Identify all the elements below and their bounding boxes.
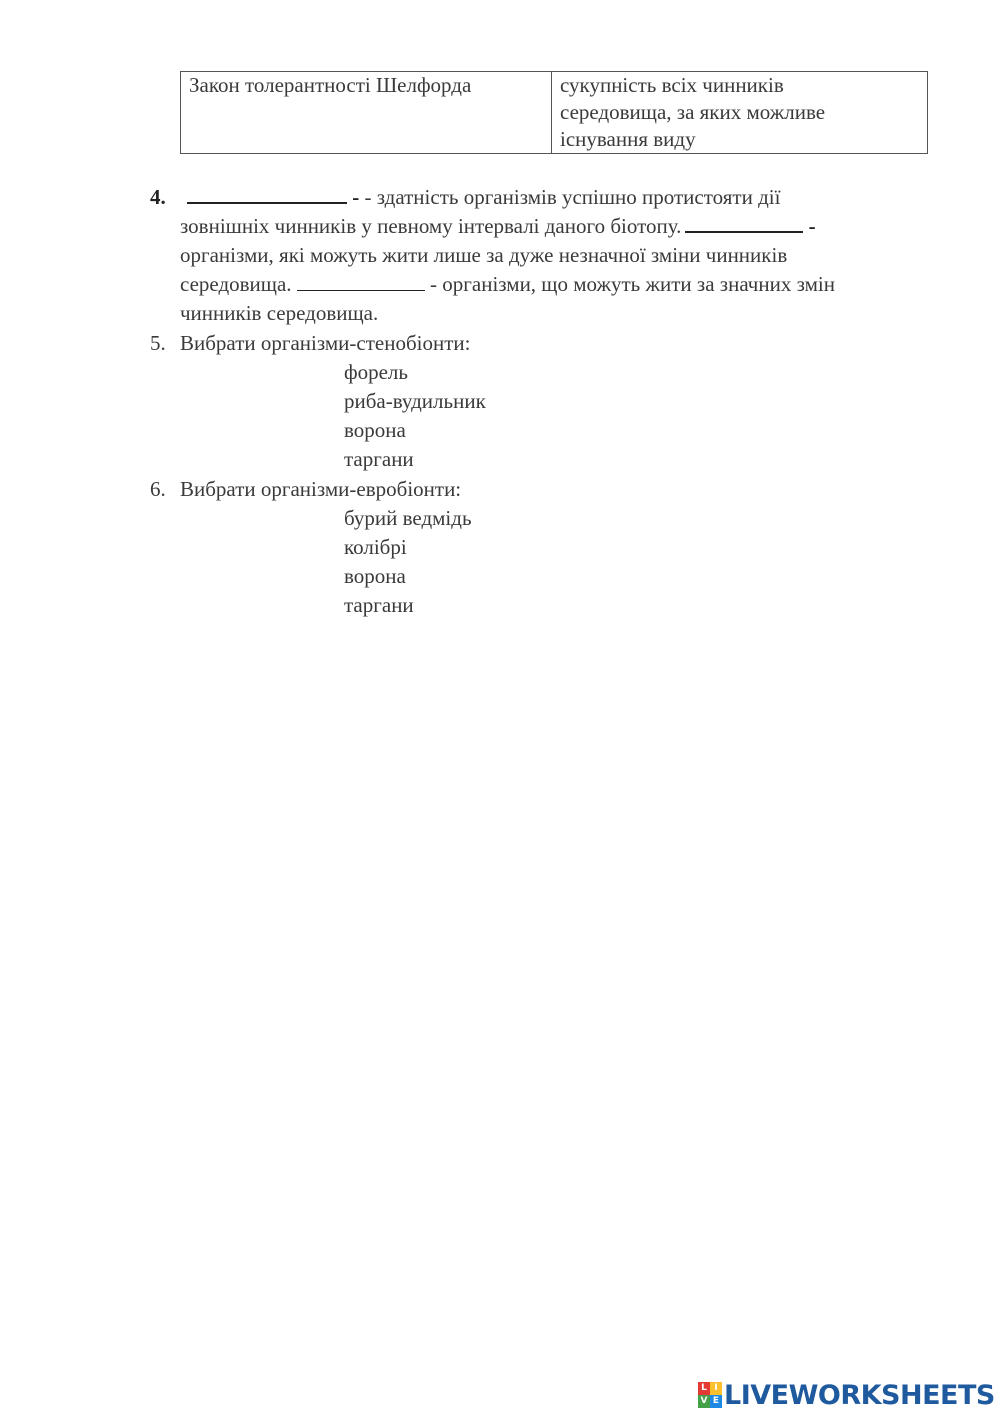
option-item[interactable]: бурий ведмідь [344,506,472,530]
question-number: 5. [150,331,166,355]
question-6-options [344,504,472,620]
logo-tile: L [698,1382,710,1395]
logo-tile: I [710,1382,722,1395]
brand-name: LIVEWORKSHEETS [724,1379,995,1411]
question-prompt: Вибрати організми-евробіонти: [180,477,462,501]
question-5 [150,329,470,358]
liveworksheets-logo-icon [698,1382,722,1408]
option-item[interactable]: форель [344,360,408,384]
table-term-cell: Закон толерантності Шелфорда [181,72,552,154]
logo-tile: E [710,1395,722,1408]
question-4-line-4-end: - організми, що можуть жити за значних змін [424,272,835,296]
question-number: 4. [150,185,166,209]
definition-table [180,71,928,154]
answer-blank-3[interactable] [297,272,425,291]
definition-line: сукупність всіх чинників [560,73,784,97]
question-4-line-5: чинників середовища. [180,301,379,325]
question-5-options [344,358,486,474]
option-item[interactable]: ворона [344,564,406,588]
option-item[interactable]: ворона [344,418,406,442]
answer-blank-2[interactable] [685,213,803,233]
question-4-text [180,183,910,328]
bold-dash: - [808,214,816,238]
bold-dash: - [352,185,360,209]
question-6 [150,475,461,504]
option-item[interactable]: таргани [344,593,414,617]
option-item[interactable]: колібрі [344,535,407,559]
option-item[interactable]: таргани [344,447,414,471]
table-row [181,72,928,154]
answer-blank-1[interactable] [187,184,347,204]
question-4-line-1: - здатність організмів успішно протистояти дії [359,185,781,209]
question-4 [150,183,910,328]
question-4-line-3: організми, які можуть жити лише за дуже незначної зміни чинників [180,243,788,267]
logo-tile: V [698,1395,710,1408]
table-definition-cell [552,72,928,154]
option-item[interactable]: риба-вудильник [344,389,486,413]
question-prompt: Вибрати організми-стенобіонти: [180,331,471,355]
question-4-line-2: зовнішніх чинників у певному інтервалі даного біотопу. [180,214,682,238]
definition-line: існування виду [560,127,696,151]
liveworksheets-watermark [698,1378,995,1412]
definition-line: середовища, за яких можливе [560,100,826,124]
question-number: 6. [150,477,166,501]
question-4-line-4-start: середовища. [180,272,292,296]
